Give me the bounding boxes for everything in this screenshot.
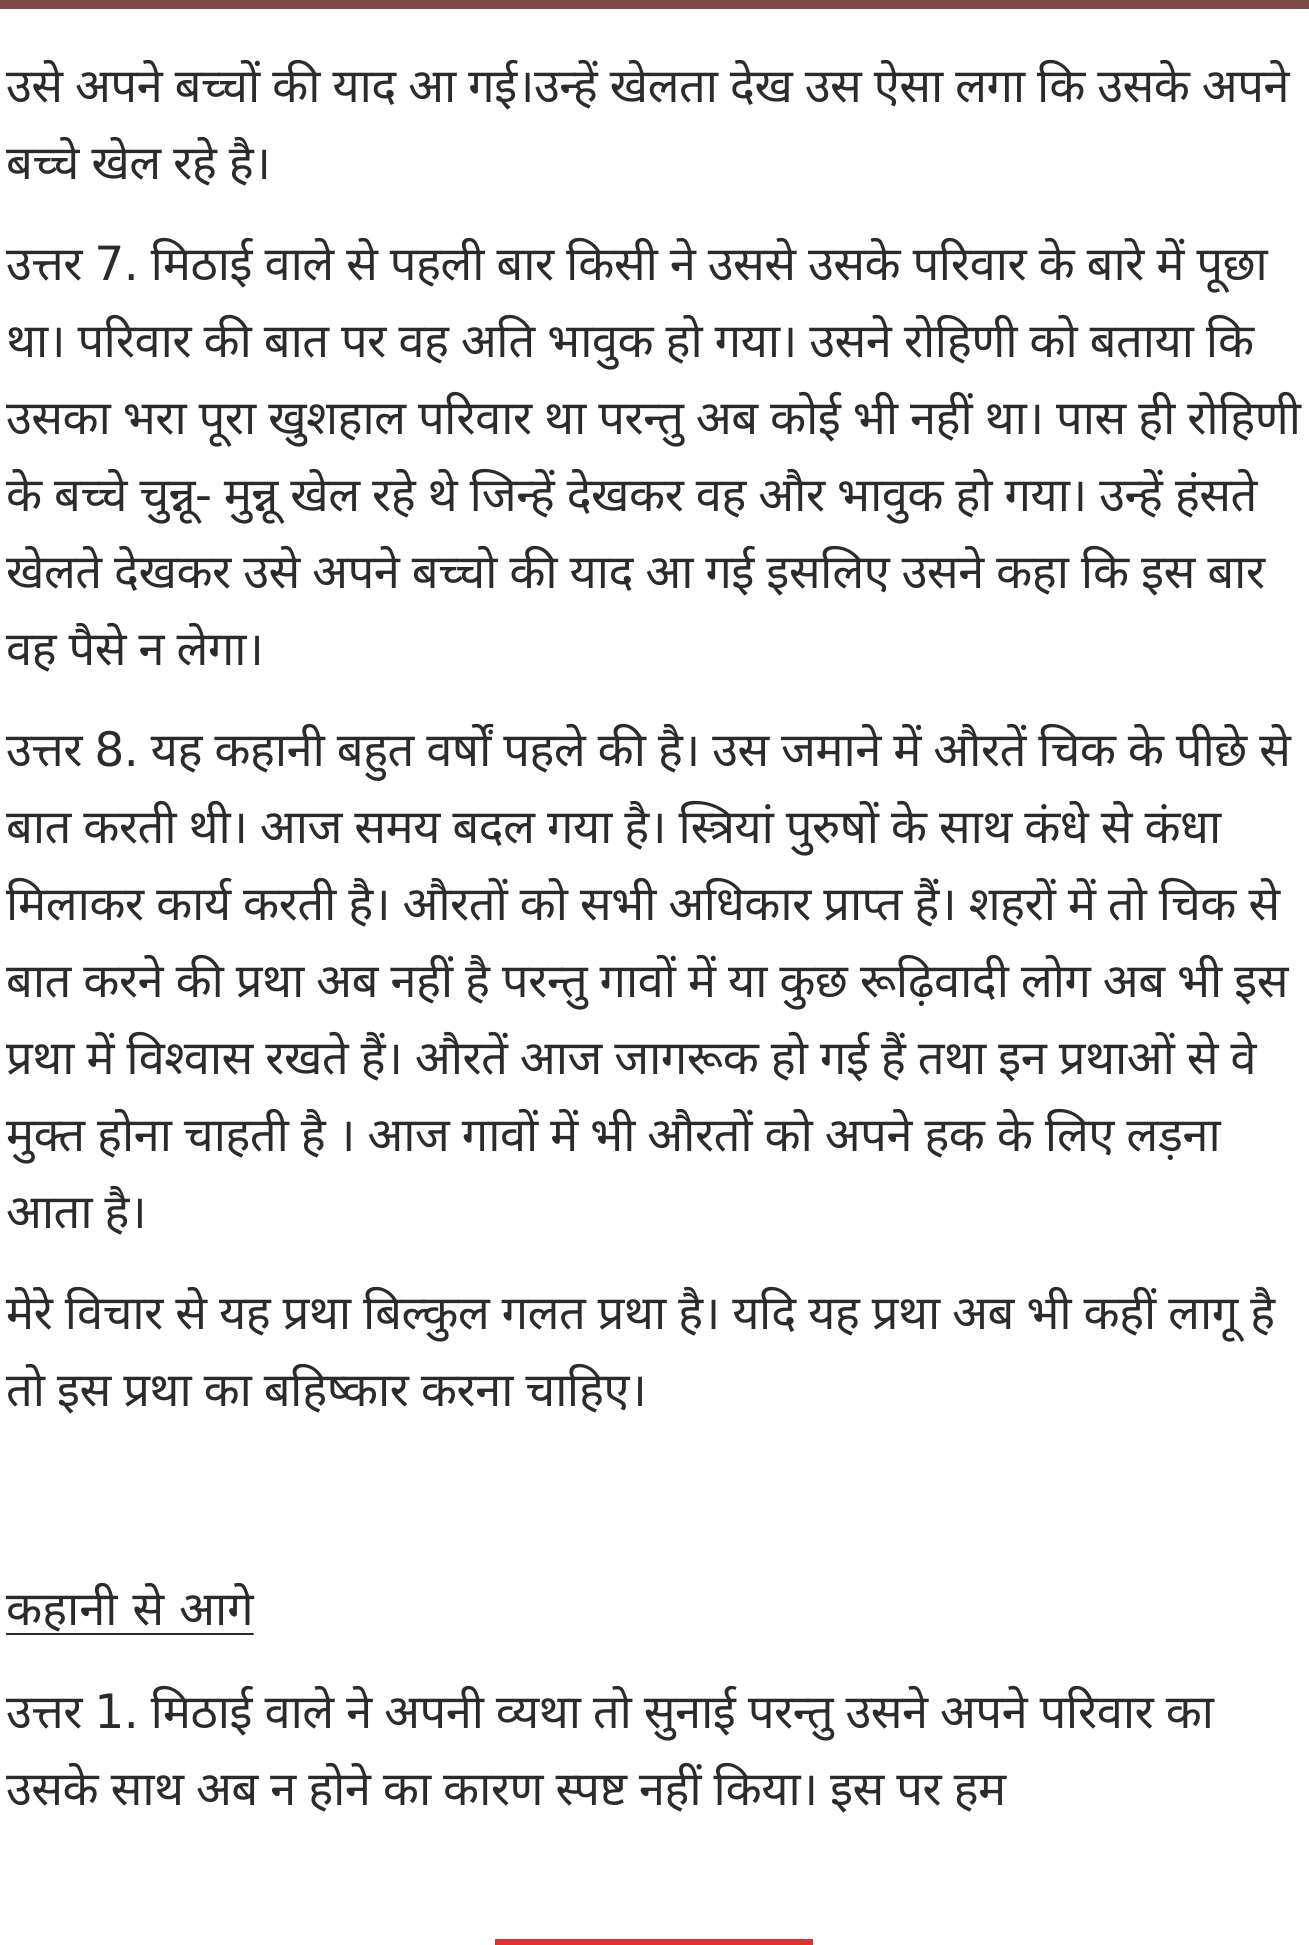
answer-8-paragraph: उत्तर 8. यह कहानी बहुत वर्षों पहले की है। उस जमाने में औरतें चिक के पीछे से बात करती थी। आज समय बदल गया है। स्त्रियां पुरुषों के साथ कंधे से कंधा मिलाकर कार्य करती है। औरतों को सभी अधिकार प्राप्त हैं। शहरों में तो चिक से बात करने की प्रथा अब नहीं है परन्तु गावों में या कुछ रूढ़िवादी लोग अब भी इस प्रथा में विश्वास रखते हैं। औरतें आज जागरूक हो गई हैं तथा इन प्रथाओं से वे मुक्त होना चाहती है । आज गावों में भी औरतों को अपने हक के लिए लड़ना आता है। xyxy=(6,723,1291,1240)
section-heading: कहानी से आगे xyxy=(6,1582,254,1637)
document-body xyxy=(6,48,1302,1852)
section-answer-1-paragraph: उत्तर 1. मिठाई वाले ने अपनी व्यथा तो सुनाई परन्तु उसने अपने परिवार का उसके साथ अब न होने का कारण स्पष्ट नहीं किया। इस पर हम xyxy=(6,1685,1214,1817)
paragraph-continuation: उसे अपने बच्चों की याद आ गई।उन्हें खेलता देख उस ऐसा लगा कि उसके अपने बच्चे खेल रहे है। xyxy=(6,59,1289,191)
answer-7-paragraph: उत्तर 7. मिठाई वाले से पहली बार किसी ने उससे उसके परिवार के बारे में पूछा था। परिवार की बात पर वह अति भावुक हो गया। उसने रोहिणी को बताया कि उसका भरा पूरा खुशहाल परिवार था परन्तु अब कोई भी नहीं था। पास ही रोहिणी के बच्चे चुन्नू- मुन्नू खेल रहे थे जिन्हें देखकर वह और भावुक हो गया। उन्हें हंसते खेलते देखकर उसे अपने बच्चो की याद आ गई इसलिए उसने कहा कि इस बार वह पैसे न लेगा। xyxy=(6,237,1301,677)
bottom-accent-bar xyxy=(495,1939,813,1945)
opinion-paragraph: मेरे विचार से यह प्रथा बिल्कुल गलत प्रथा है। यदि यह प्रथा अब भी कहीं लागू है तो इस प्रथा का बहिष्कार करना चाहिए। xyxy=(6,1286,1275,1418)
section-spacer xyxy=(6,1453,1302,1571)
top-border-bar xyxy=(0,0,1309,9)
